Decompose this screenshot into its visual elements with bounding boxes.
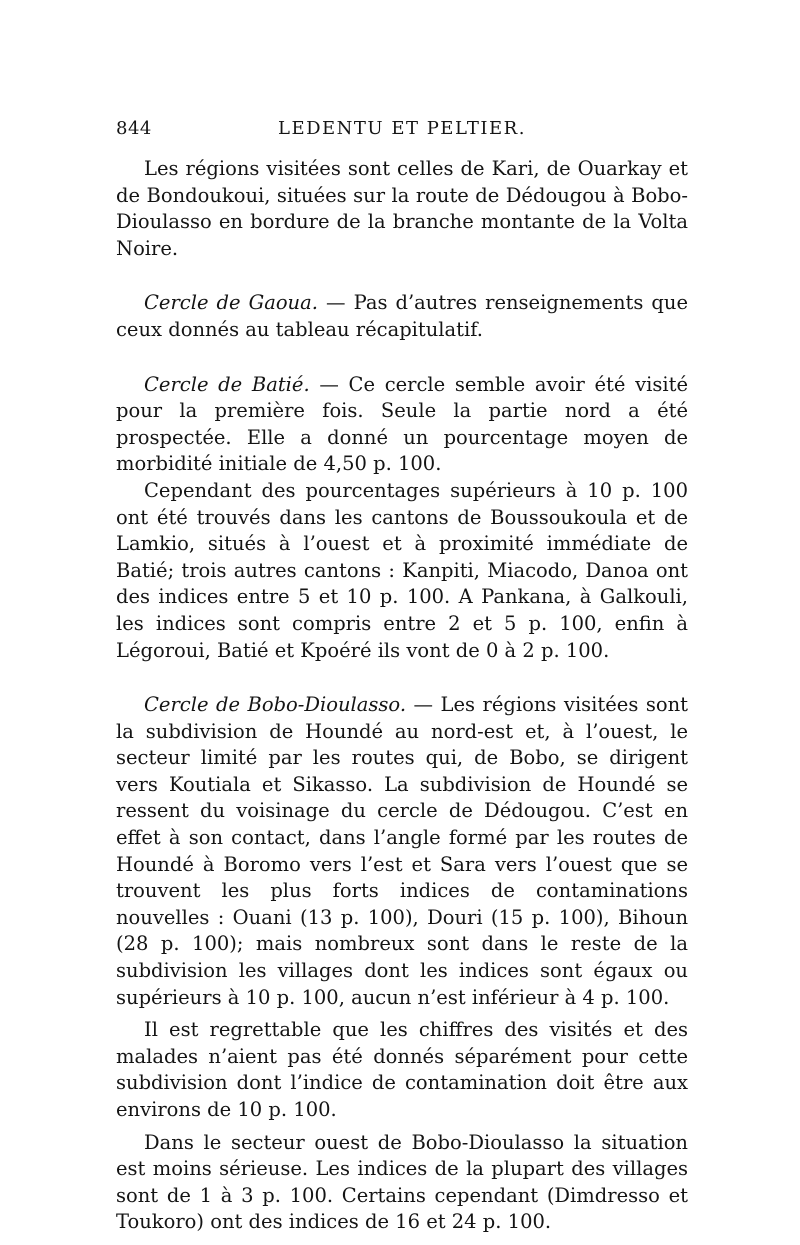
section-heading-bobo-dioulasso: Cercle de Bobo-Dioulasso. xyxy=(144,693,407,717)
section-heading-gaoua: Cercle de Gaoua. xyxy=(144,291,318,315)
body-text xyxy=(116,156,688,1236)
paragraph-text: Les régions visitées sont celles de Kari, de Ouarkay et de Bondoukoui, situées sur la route de Dédougou à Bobo-Dioulasso en bordure de la branche montante de la Volta Noire. xyxy=(116,157,688,260)
paragraph-text: — Les régions visitées sont la subdivision de Houndé au nord-est et, à l’ouest, le secteur limité par les routes qui, de Bobo, se dirigent vers Koutiala et Sikasso. La subdivision de Houndé se ressent du voisinage du cercle de Dédougou. C’est en effet à son contact, dans l’angle formé par les routes de Houndé à Boromo vers l’est et Sara vers l’ouest que se trouvent les plus forts indices de contaminations nouvelles : Ouani (13 p. 100), Douri (15 p. 100), Bihoun (28 p. 100); mais nombreux sont dans le reste de la subdivision les villages dont les indices sont égaux ou supérieurs à 10 p. 100, aucun n’est inférieur à 4 p. 100. xyxy=(116,693,688,1009)
paragraph-text: — Pas d’autres renseignements que ceux donnés au tableau récapitulatif. xyxy=(116,291,688,341)
paragraph-batie-cantons xyxy=(116,478,688,664)
paragraph-text: Il est regrettable que les chiffres des visités et des malades n’aient pas été donnés séparément pour cette subdivision dont l’indice de contamination doit être aux environs de 10 p. 100. xyxy=(116,1018,688,1121)
section-heading-batie: Cercle de Batié. xyxy=(144,372,310,396)
paragraph-hounde-index xyxy=(116,1017,688,1123)
paragraph-cercle-gaoua xyxy=(116,290,688,343)
running-title: LEDENTU ET PELTIER. xyxy=(278,118,526,139)
page-header xyxy=(116,118,688,146)
paragraph-text: Dans le secteur ouest de Bobo-Dioulasso la situation est moins sérieuse. Les indices de la plupart des villages sont de 1 à 3 p. 100. Certains cependant (Dimdresso et Toukoro) ont des indices de 16 et 24 p. 100. xyxy=(116,1130,688,1234)
page-number: 844 xyxy=(116,118,152,139)
paragraph-cercle-batie xyxy=(116,372,688,478)
paragraph-text: Cependant des pourcentages supérieurs à 10 p. 100 ont été trouvés dans les cantons de Boussoukoula et de Lamkio, situés à l’ouest et à proximité immédiate de Batié; trois autres cantons : Kanpiti, Miacodo, Danoa ont des indices entre 5 et 10 p. 100. A Pankana, à Galkouli, les indices sont compris entre 2 et 5 p. 100, enfin à Légoroui, Batié et Kpoéré ils vont de 0 à 2 p. 100. xyxy=(116,478,688,662)
book-page xyxy=(116,118,688,1236)
paragraph-kari-region xyxy=(116,156,688,262)
paragraph-text: — Ce cercle semble avoir été visité pour la première fois. Seule la partie nord a été prospectée. Elle a donné un pourcentage moyen de morbidité initiale de 4,50 p. 100. xyxy=(116,372,689,476)
paragraph-cercle-bobo-dioulasso xyxy=(116,692,688,1011)
paragraph-west-sector xyxy=(116,1130,688,1236)
